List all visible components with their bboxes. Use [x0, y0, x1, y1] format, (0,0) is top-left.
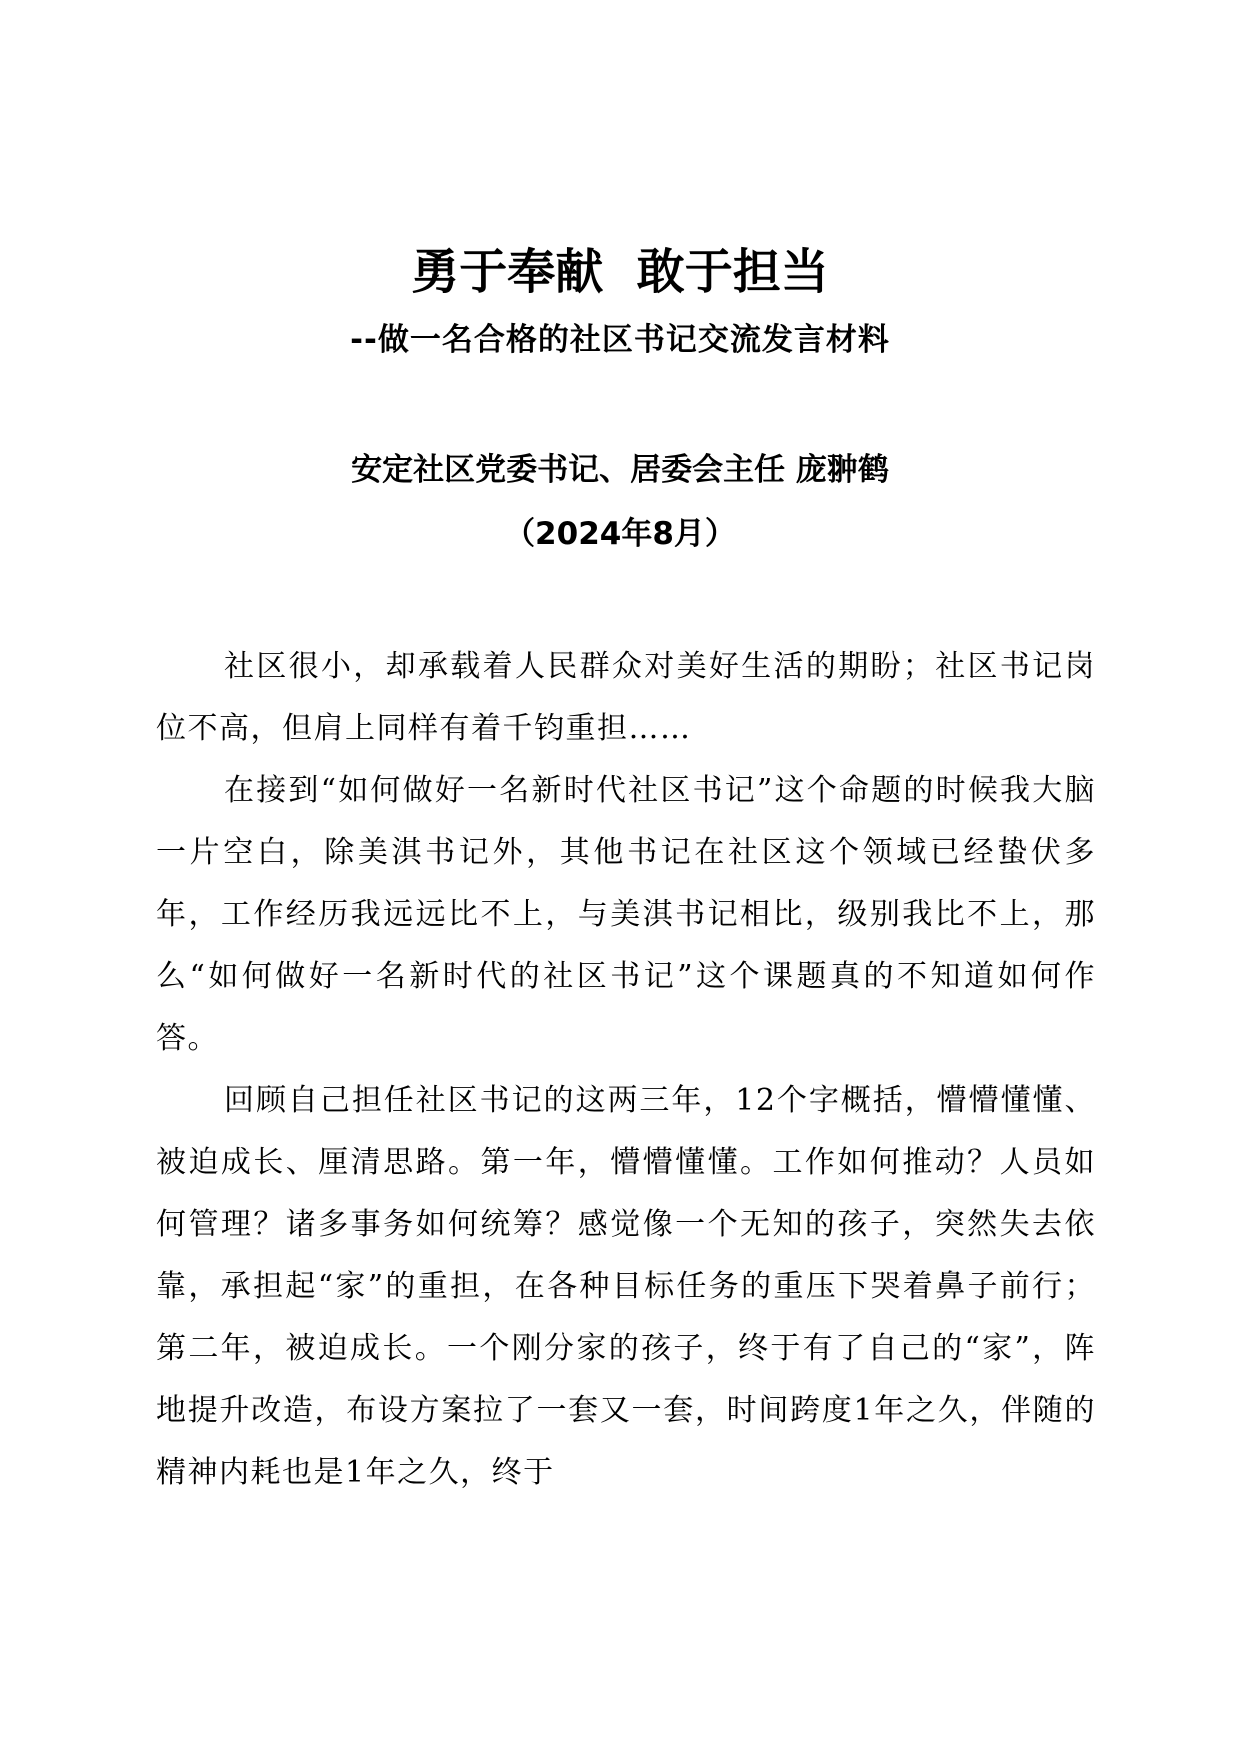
author-line: 安定社区党委书记、居委会主任 庞翀鹤 [351, 452, 889, 488]
document-subtitle: --做一名合格的社区书记交流发言材料 [350, 322, 890, 358]
body-text [156, 636, 1096, 1504]
date-line: （2024年8月） [504, 516, 736, 552]
paragraph: 回顾自己担任社区书记的这两三年，12个字概括，懵懵懂懂、被迫成长、厘清思路。第一年，懵懵懂懂。工作如何推动？人员如何管理？诸多事务如何统筹？感觉像一个无知的孩子，突然失去依靠，承担起“家”的重担，在各种目标任务的重压下哭着鼻子前行；第二年，被迫成长。一个刚分家的孩子，终于有了自己的“家”，阵地提升改造，布设方案拉了一套又一套，时间跨度1年之久，伴随的精神内耗也是1年之久，终于 [156, 1083, 1096, 1490]
paragraph: 社区很小，却承载着人民群众对美好生活的期盼；社区书记岗位不高，但肩上同样有着千钧重担…… [156, 649, 1096, 746]
paragraph: 在接到“如何做好一名新时代社区书记”这个命题的时候我大脑一片空白，除美淇书记外，其他书记在社区这个领域已经蛰伏多年，工作经历我远远比不上，与美淇书记相比，级别我比不上，那么“如何做好一名新时代的社区书记”这个课题真的不知道如何作答。 [156, 773, 1096, 1056]
document-title: 勇于奉献 敢于担当 [411, 244, 829, 300]
